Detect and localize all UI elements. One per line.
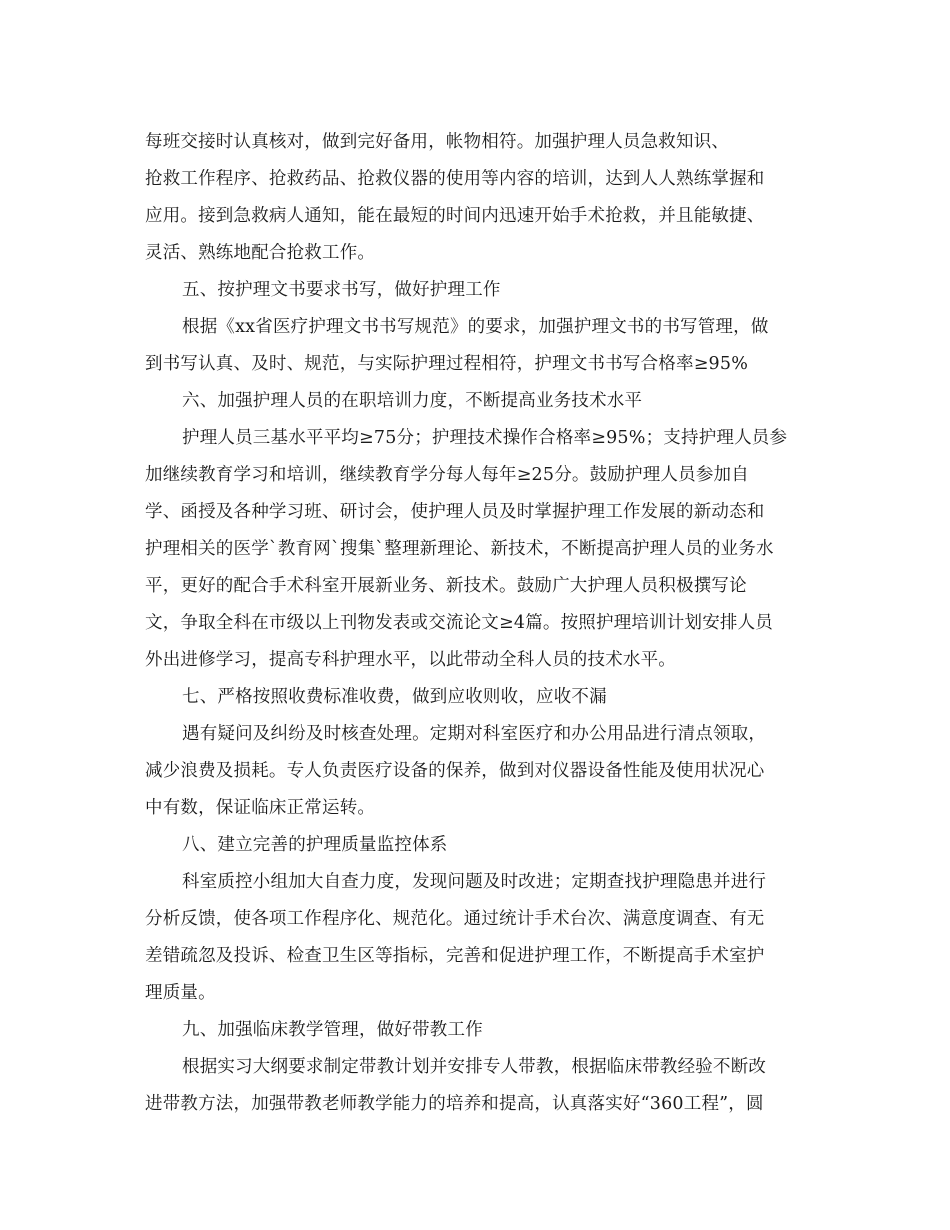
text-line: 平，更好的配合手术科室开展新业务、新技术。鼓励广大护理人员积极撰写论	[145, 576, 747, 596]
text-line: 应用。接到急救病人通知，能在最短的时间内迅速开始手术抢救，并且能敏捷、	[145, 206, 765, 226]
text-line: 减少浪费及损耗。专人负责医疗设备的保养，做到对仪器设备性能及使用状况心	[145, 761, 765, 781]
text-line: 科室质控小组加大自查力度，发现问题及时改进；定期查找护理隐患并进行	[182, 872, 767, 892]
section-heading: 五、按护理文书要求书写，做好护理工作	[182, 280, 501, 300]
text-line: 每班交接时认真核对，做到完好备用，帐物相符。加强护理人员急救知识、	[145, 132, 730, 152]
text-line: 中有数，保证临床正常运转。	[145, 798, 376, 818]
text-line: 外出进修学习，提高专科护理水平，以此带动全科人员的技术水平。	[145, 650, 676, 670]
text-line: 理质量。	[145, 983, 216, 1003]
text-line: 进带教方法，加强带教老师教学能力的培养和提高，认真落实好“360工程”，圆	[145, 1094, 764, 1114]
text-line: 抢救工作程序、抢救药品、抢救仪器的使用等内容的培训，达到人人熟练掌握和	[145, 169, 765, 189]
text-line: 到书写认真、及时、规范，与实际护理过程相符，护理文书书写合格率≥95%	[145, 354, 749, 374]
text-line: 文，争取全科在市级以上刊物发表或交流论文≥4篇。按照护理培训计划安排人员	[145, 613, 773, 633]
text-line: 差错疏忽及投诉、检查卫生区等指标，完善和促进护理工作，不断提高手术室护	[145, 946, 765, 966]
section-heading: 九、加强临床教学管理，做好带教工作	[182, 1020, 483, 1040]
section-heading: 七、严格按照收费标准收费，做到应收则收，应收不漏	[182, 687, 607, 707]
text-line: 灵活、熟练地配合抢救工作。	[145, 243, 376, 263]
text-line: 分析反馈，使各项工作程序化、规范化。通过统计手术台次、满意度调查、有无	[145, 909, 765, 929]
text-line: 护理相关的医学`教育网`搜集`整理新理论、新技术，不断提高护理人员的业务水	[145, 539, 774, 559]
text-line: 护理人员三基水平平均≥75分；护理技术操作合格率≥95%；支持护理人员参	[182, 428, 788, 448]
section-heading: 八、建立完善的护理质量监控体系	[182, 835, 448, 855]
section-heading: 六、加强护理人员的在职培训力度，不断提高业务技术水平	[182, 391, 643, 411]
text-line: 根据《xx省医疗护理文书书写规范》的要求，加强护理文书的书写管理，做	[182, 317, 769, 337]
text-line: 遇有疑问及纠纷及时核查处理。定期对科室医疗和办公用品进行清点领取，	[182, 724, 767, 744]
text-line: 加继续教育学习和培训，继续教育学分每人每年≥25分。鼓励护理人员参加自	[145, 465, 749, 485]
text-line: 根据实习大纲要求制定带教计划并安排专人带教，根据临床带教经验不断改	[182, 1057, 767, 1077]
text-line: 学、函授及各种学习班、研讨会，使护理人员及时掌握护理工作发展的新动态和	[145, 502, 765, 522]
